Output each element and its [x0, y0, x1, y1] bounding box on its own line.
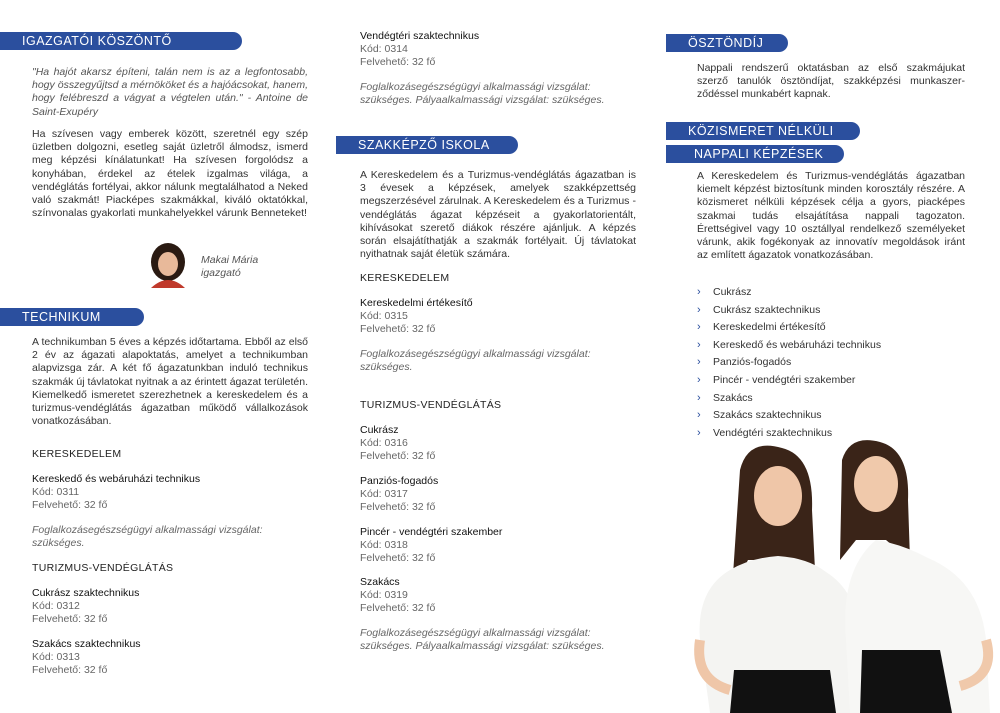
section-turizmus: TURIZMUS-VENDÉGLÁTÁS: [360, 399, 502, 411]
program-code: Kód: 0311: [32, 486, 80, 499]
students-photo: [690, 440, 1000, 713]
training-list-label: Kereskedő és webáruházi technikus: [713, 338, 882, 351]
program-capacity: Felvehető: 32 fő: [360, 552, 436, 565]
health-note: Foglalkozásegészségügyi alkalmassági vizsgálat: szükséges.: [360, 348, 591, 374]
program-code: Kód: 0312: [32, 600, 80, 613]
chevron-right-icon: ›: [697, 373, 701, 386]
training-list-label: Cukrász: [713, 286, 752, 298]
header-kozismeret-line2: [666, 145, 844, 163]
training-list-item: [697, 407, 897, 425]
program-capacity: Felvehető: 32 fő: [360, 450, 436, 463]
program-name: Szakács: [360, 576, 400, 588]
szakkepzo-description: A Kereskedelem és a Turizmus-vendéglátás ágazatban is 3 évesek a képzések, amelyek szakképzettség megszerzésével zárulnak. A Kereskedelem és a Turizmus -vendéglátás ágazat képzéseit a gyakorlatorientált, kihívásokat szerető diákok részére ajánljuk. A képzés során elsajátíthatják a szakmák fortélyait. Új távlatokat nyithatnak saját életük számára.: [360, 169, 636, 261]
program-item: [32, 587, 139, 627]
section-kereskedelem: KERESKEDELEM: [32, 448, 122, 460]
section-turizmus: TURIZMUS-VENDÉGLÁTÁS: [32, 562, 174, 574]
program-name: Kereskedelmi értékesítő: [360, 297, 473, 309]
chevron-right-icon: ›: [697, 303, 701, 316]
training-list-item: [697, 354, 897, 372]
header-igazgatoi-koszonto: [0, 32, 242, 50]
program-code: Kód: 0316: [360, 437, 408, 450]
program-capacity: Felvehető: 32 fő: [360, 323, 436, 336]
training-list-label: Szakács: [713, 391, 753, 404]
program-item: [360, 475, 438, 515]
health-note: Foglalkozásegészségügyi alkalmassági vizsgálat: szükséges. Pályaalkalmassági vizsgálat: szükséges.: [360, 627, 605, 653]
training-list-label: Pincér - vendégtéri szakember: [713, 373, 856, 386]
program-capacity: Felvehető: 32 fő: [360, 56, 436, 69]
section-kereskedelem: KERESKEDELEM: [360, 272, 450, 284]
program-item: [32, 638, 141, 678]
training-list-label: Kereskedelmi értékesítő: [713, 321, 826, 334]
header-label: ÖSZTÖNDÍJ: [688, 36, 764, 50]
header-label: KÖZISMERET NÉLKÜLI: [688, 124, 834, 138]
header-label: SZAKKÉPZŐ ISKOLA: [358, 138, 490, 152]
training-list-item: [697, 319, 897, 337]
kozismeret-description: A Kereskedelem és Turizmus-vendéglátás ágazatban kiemelt képzést biztosítunk minden korosztály részére. A közismeret nélküli képzések célja a gyors, piacképes szakmai tudás elsajátítása nappali tagozaton. Érettségivel vagy 10 osztállyal rendelkező személyeket várunk, akik fogékonyak az innovatív megoldások iránt az említett ágazatok vonatkozásában.: [697, 170, 965, 262]
director-name: Makai Mária: [201, 254, 259, 266]
program-capacity: Felvehető: 32 fő: [32, 613, 108, 626]
director-quote: "Ha hajót akarsz építeni, talán nem is az a legfontosabb, hogy összegyűjtsd a mérnököket és a hajóácsokat, hanem, hogy felébreszd a vágyat a végtelen után." - Antoine de Saint-Exupéry: [32, 66, 308, 118]
program-name: Panziós-fogadós: [360, 475, 439, 487]
header-label: TECHNIKUM: [22, 310, 101, 324]
program-code: Kód: 0314: [360, 43, 408, 56]
program-item: [360, 424, 435, 464]
header-label: NAPPALI KÉPZÉSEK: [694, 147, 824, 161]
program-code: Kód: 0315: [360, 310, 408, 323]
training-list-item: [697, 372, 897, 390]
header-technikum: [0, 308, 144, 326]
health-note: Foglalkozásegészségügyi alkalmassági vizsgálat: szükséges. Pályaalkalmassági vizsgálat: szükséges.: [360, 81, 605, 107]
training-list-item: [697, 284, 897, 302]
technikum-description: A technikumban 5 éves a képzés időtartama. Ebből az első 2 év az ágazati alapoktatás, amelyet a technikumban alapvizsga zár. A két fő ágazatunkban induló technikus szakmák új távlatokat nyitnak a az érintett ágazat területén. Kiemelkedő ismeretet szerezhetnek a kereskedelem és a turizmus-vendéglátás ágazatban működő vállalkozások vonatkozásában.: [32, 336, 308, 428]
program-code: Kód: 0317: [360, 488, 408, 501]
program-capacity: Felvehető: 32 fő: [360, 602, 436, 615]
program-capacity: Felvehető: 32 fő: [32, 664, 108, 677]
training-list-label: Szakács szaktechnikus: [713, 409, 822, 422]
director-intro: Ha szívesen vagy emberek között, szeretnél egy szép üzletben dolgozni, esetleg saját üzletről álmodsz, ismerd meg képzési kínálatunkat! Ha szívesen forgolódsz a konyhában, érdekel az ételek izgalmas világa, a vendéglátás fortélyai, akkor nálunk megtalálhatod a Neked való szakmát! Piacképes szakmákkal, kiváló oktatókkal, színvonalas gyakorlati munkahelyekkel várunk Benneteket!: [32, 128, 308, 220]
header-szakkepzo-iskola: [336, 136, 518, 154]
header-kozismeret-line1: [666, 122, 860, 140]
training-list-item: [697, 390, 897, 408]
training-list: [697, 284, 897, 442]
program-name: Pincér - vendégtéri szakember: [360, 526, 503, 538]
program-item: [32, 473, 200, 513]
chevron-right-icon: ›: [697, 286, 701, 298]
training-list-item: [697, 337, 897, 355]
program-capacity: Felvehető: 32 fő: [32, 499, 108, 512]
director-portrait: [148, 242, 188, 288]
header-osztondij: [666, 34, 788, 52]
program-capacity: Felvehető: 32 fő: [360, 501, 436, 514]
chevron-right-icon: ›: [697, 391, 701, 404]
program-name: Szakács szaktechnikus: [32, 638, 141, 650]
program-code: Kód: 0318: [360, 539, 408, 552]
training-list-item: [697, 302, 897, 320]
health-note: Foglalkozásegészségügyi alkalmassági vizsgálat: szükséges.: [32, 524, 263, 550]
chevron-right-icon: ›: [697, 356, 701, 369]
training-list-label: Vendégtéri szaktechnikus: [713, 426, 833, 439]
program-code: Kód: 0319: [360, 589, 408, 602]
header-label: IGAZGATÓI KÖSZÖNTŐ: [22, 34, 172, 48]
program-item: [360, 30, 479, 70]
osztondij-description: Nappali rendszerű oktatásban az első szakmájukat szerző tanulók ösztöndíjat, szakképzési munkaszerződéssel munkabért kapnak.: [697, 62, 965, 101]
director-title: igazgató: [201, 267, 241, 279]
chevron-right-icon: ›: [697, 426, 701, 439]
chevron-right-icon: ›: [697, 338, 701, 351]
program-name: Cukrász szaktechnikus: [32, 587, 140, 599]
training-list-label: Panziós-fogadós: [713, 356, 792, 369]
student-right: [840, 440, 990, 713]
program-code: Kód: 0313: [32, 651, 80, 664]
chevron-right-icon: ›: [697, 409, 701, 422]
program-name: Kereskedő és webáruházi technikus: [32, 473, 201, 485]
program-name: Vendégtéri szaktechnikus: [360, 30, 480, 42]
program-item: [360, 576, 435, 616]
student-left: [699, 446, 862, 713]
chevron-right-icon: ›: [697, 321, 701, 334]
training-list-label: Cukrász szaktechnikus: [713, 303, 821, 316]
program-item: [360, 297, 473, 337]
program-name: Cukrász: [360, 424, 399, 436]
program-item: [360, 526, 502, 566]
